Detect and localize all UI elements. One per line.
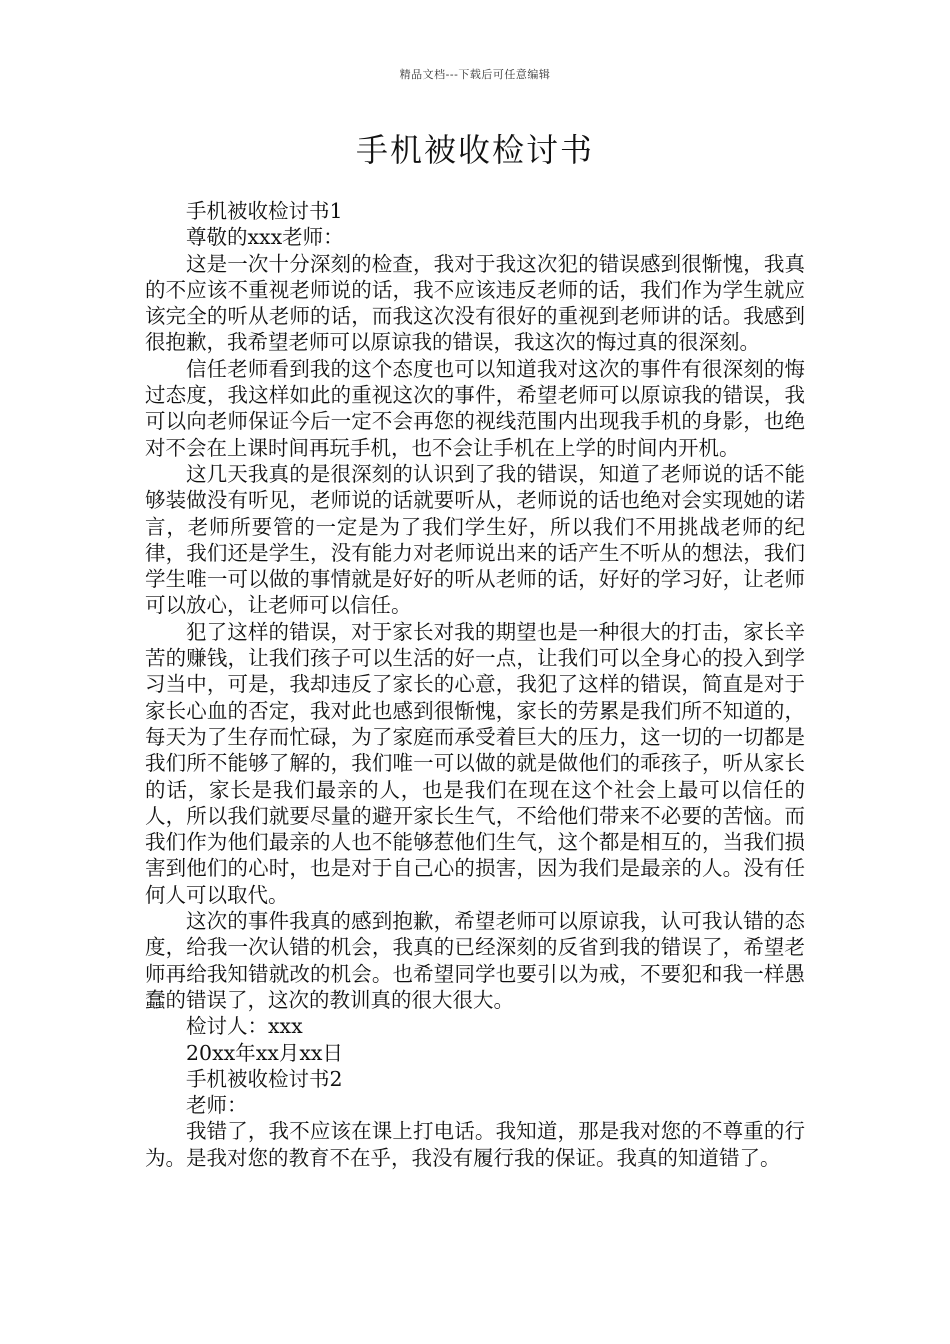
date-line: 20xx年xx月xx日	[186, 1040, 343, 1065]
paragraph: 我错了，我不应该在课上打电话。我知道，那是我对您的不尊重的行为。是我对您的教育不在乎，我没有履行我的保证。我真的知道错了。	[145, 1119, 805, 1170]
salutation-1: 尊敬的xxx老师：	[186, 225, 344, 250]
paragraph: 犯了这样的错误，对于家长对我的期望也是一种很大的打击，家长辛苦的赚钱，让我们孩子可以生活的好一点，让我们可以全身心的投入到学习当中，可是，我却违反了家长的心意，我犯了这样的错误，简直是对于家长心血的否定，我对此也感到很惭愧，家长的劳累是我们所不知道的，每天为了生存而忙碌，为了家庭而承受着巨大的压力，这一切的一切都是我们所不能够了解的，我们唯一可以做的就是做他们的乖孩子，听从家长的话，家长是我们最亲的人，也是我们在现在这个社会上最可以信任的人，所以我们就要尽量的避开家长生气，不给他们带来不必要的苦恼。而我们作为他们最亲的人也不能够惹他们生气，这个都是相互的，当我们损害到他们的心时，也是对于自己心的损害，因为我们是最亲的人。没有任何人可以取代。	[145, 619, 805, 907]
section-heading-1: 手机被收检讨书1	[186, 199, 343, 223]
signature-line: 检讨人：xxx	[186, 1014, 303, 1039]
section-heading-2: 手机被收检讨书2	[186, 1066, 343, 1091]
document-title: 手机被收检讨书	[355, 131, 594, 169]
paragraph: 这几天我真的是很深刻的认识到了我的错误，知道了老师说的话不能够装做没有听见，老师说的话就要听从，老师说的话也绝对会实现她的诺言，老师所要管的一定是为了我们学生好，所以我们不用挑战老师的纪律，我们还是学生，没有能力对老师说出来的话产生不听从的想法，我们学生唯一可以做的事情就是好好的听从老师的话，好好的学习好，让老师可以放心，让老师可以信任。	[145, 461, 805, 618]
paragraph: 信任老师看到我的这个态度也可以知道我对这次的事件有很深刻的悔过态度，我这样如此的重视这次的事件，希望老师可以原谅我的错误，我可以向老师保证今后一定不会再您的视线范围内出现我手机的身影，也绝对不会在上课时间再玩手机，也不会让手机在上学的时间内开机。	[145, 356, 805, 460]
document-body	[145, 198, 805, 1171]
paragraph: 这是一次十分深刻的检查，我对于我这次犯的错误感到很惭愧，我真的不应该不重视老师说的话，我不应该违反老师的话，我们作为学生就应该完全的听从老师的话，而我这次没有很好的重视到老师讲的话。我感到很抱歉，我希望老师可以原谅我的错误，我这次的悔过真的很深刻。	[145, 251, 805, 355]
paragraph: 这次的事件我真的感到抱歉，希望老师可以原谅我，认可我认错的态度，给我一次认错的机会，我真的已经深刻的反省到我的错误了，希望老师再给我知错就改的机会。也希望同学也要引以为戒，不要犯和我一样愚蠢的错误了，这次的教训真的很大很大。	[145, 909, 805, 1012]
salutation-2: 老师：	[186, 1093, 248, 1118]
header-note: 精品文档---下载后可任意编辑	[399, 68, 551, 81]
